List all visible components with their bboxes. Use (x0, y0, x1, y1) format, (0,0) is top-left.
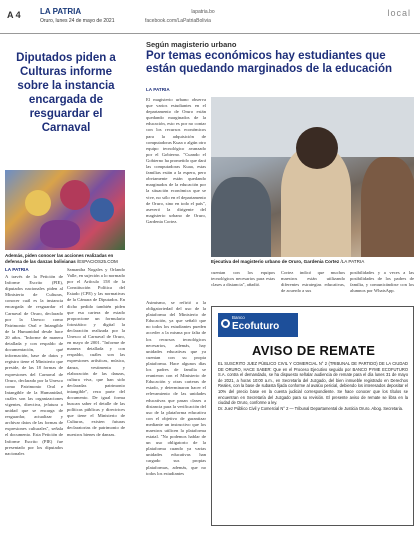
section-label: local (387, 8, 411, 18)
right-story-kicker: Según magisterio urbano (146, 40, 237, 49)
left-story-column-1 (5, 267, 63, 534)
ecofuturo-logo-icon (221, 319, 230, 328)
right-story-column-2: Asimismo, se refirió a la obligatoriedad del uso de la plataforma del Ministerio de Educación, ya que señaló que no todos los estudiantes pueden acceder a la misma por falta de los recursos tecnológicos necesarios, además, hay unidades educativas que ya cuentan con su propia plataforma. Hace algunos días los padres de familia se reunieron con el Ministerio de Educación y otras carteras de estado, y determinaron hacer el relevamiento de las unidades educativas que pasan clases a distancia para la verificación del uso de la plataforma educativa con el objetivo de garantizar mediante un instructivo que los maestros utilicen la plataforma estatal. "No podemos hablar de un uso obligatorio de la plataforma cuando ya varias unidades educativas han cargado sus propias plataformas, además, que no todos los estudiantes (146, 300, 206, 476)
ecofuturo-logo (218, 313, 298, 337)
left-story-column-2: Samantha Nogales y Orlando Valle, en sujeción a lo normado por el Artículo 158 de la Constitución Política del Estado (CPE) y las normativas de la Cámara de Diputados. En dicho pedido también piden que esa cartera de estado proporcione un formulario fotostático y digital la declaración realizada por la Unesco al Carnaval de Oruro, en mayo de 2001. "Informe de manera detallada y con respaldo, cuáles son las expresiones artísticas, música, danza, vestimenta y elaboración de las danzas, cultura viva, que han sido declaradas patrimonio intangible", reza parte del documento. De igual forma buscan saber el detalle de las políticas públicas y directrices que tiene el Ministerio de Culturas, existen futuras declaratorias de patrimonio de nuestros bienes de danzas. (67, 267, 125, 437)
right-story-byline: LA PATRIA (146, 87, 170, 92)
right-caption-credit: /LA PATRIA (340, 259, 365, 264)
page-header (0, 0, 420, 34)
right-story-headline[interactable]: Por temas económicos hay estudiantes que están quedando marginados de la educación (146, 50, 393, 75)
right-photo-caption (211, 259, 414, 264)
left-story-byline: LA PATRIA (5, 267, 29, 272)
carnaval-photo (5, 170, 125, 250)
ad-body-text: EL SUSCRITO JUEZ PÚBLICO CIVIL Y COMERCIAL N° 2 (TRIBUNAL DE PARTIDO) DE LA CIUDAD DE ORURO, HACE SABER: Que en el Proceso Ejecutivo seguido por BANCO PYME ECOFUTURO S.A. contra el demandado, se ha dispuesto señalar audiencia de remate para el día lunes 31 de mayo de 2021, a horas 10:00 a.m., en Secretaría del Juzgado, del bien inmueble registrado en Derechos Reales, con la base de subasta fijada conforme al avalúo pericial, debiendo los interesados depositar el 10% del precio base en la cuenta judicial correspondiente. Se hace conocer que los títulos se encuentran en Secretaría del Juzgado para su revisión. El presente aviso de remate se libra en la ciudad de Oruro, conforme a ley. (218, 361, 408, 406)
right-story-column-5: posibilidades y a veces a las posibilidades de los padres de familia, y comunicándose con los alumnos por WhatsApp. (350, 270, 414, 294)
issue-date: Oruro, lunes 24 de mayo de 2021 (40, 18, 115, 24)
ad-signature: Dr. Juez Público Civil y Comercial N° 2 — Tribunal Departamental de Justicia Oruro. Abog. Secretaria. (218, 405, 404, 411)
left-caption-text: Además, piden conocer las acciones realizadas en defensa de las danzas bolivianas (5, 253, 114, 264)
left-story (0, 34, 130, 534)
right-story-column-1: El magisterio urbano observa que varios estudiantes en el departamento de Oruro están quedando marginados de la educación, esto es por no contar con los recursos económicos para la adquisición de computadoras Kuaa o algún otro equipo tecnológico avanzado por el Gobierno. "Cuando el Gobierno ha prometido que dará las computadoras Kuaa, estas familias están a la espera, pero obviamente están quedando marginados de la educación por la situación económica que se vive, no sólo en el departamento de Oruro, sino en todo el país", aseveró la dirigente del magisterio urbano de Oruro, Gardenia Cortez. (146, 97, 206, 224)
auction-notice-ad[interactable] (211, 306, 414, 526)
website-link[interactable]: lapatria.bo (191, 9, 215, 15)
facebook-link[interactable]: facebook.com/LaPatriaBolivia (145, 18, 211, 24)
ad-body (218, 361, 408, 521)
right-caption-text: Ejecutiva del magisterio urbano de Oruro, Gardenia Cortez (211, 259, 340, 264)
right-story-column-4: Cortez indicó que muchos maestros están utilizando diferentes estrategias educativas, de acuerdo a sus (281, 270, 345, 294)
bank-word: Banco (232, 315, 245, 320)
teacher-photo (211, 97, 414, 257)
ad-title: AVISO DE REMATE (252, 343, 376, 358)
right-story-column-3: cuentan con los equipos tecnológicos necesarios para estas clases a distancia", añadió. (211, 270, 275, 288)
left-caption-credit: /ESPACIOS25.COM (77, 259, 118, 264)
left-story-text-1: A través de la Petición de Informe Escrito (PIE), diputados nacionales piden al Ministerio de Culturas, conocer cuál es la instancia encargada de resguardar el Carnaval de Oruro, declarado por la Unesco como Patrimonio Oral e Intangible de la Humanidad desde hace 20 años. "Informe de manera detallada y con respaldo de documentación, qué información, base de datos y registro tiene el Ministerio que preside, de las 18 formas de expresiones del Carnaval de Oruro, declarado por la Unesco como Patrimonio Oral e Intangible de la Humanidad, cuáles son las organizaciones vigentes, directiva, jefatura o unidad que se encarga de resguardar, actualizar y archivar datos de las formas de expresiones culturales", señala el documento. Esta Petición de Informe Escrito (PIE) fue presentado por los diputados nacionales (5, 274, 63, 456)
left-story-headline[interactable]: Diputados piden a Culturas informe sobre la instancia encargada de resguardar el Carnaval (16, 52, 116, 134)
left-photo-caption (5, 253, 125, 265)
bank-name: Ecofuturo (232, 321, 280, 332)
masthead[interactable]: LA PATRIA (40, 7, 82, 16)
page-number: A 4 (7, 10, 21, 20)
